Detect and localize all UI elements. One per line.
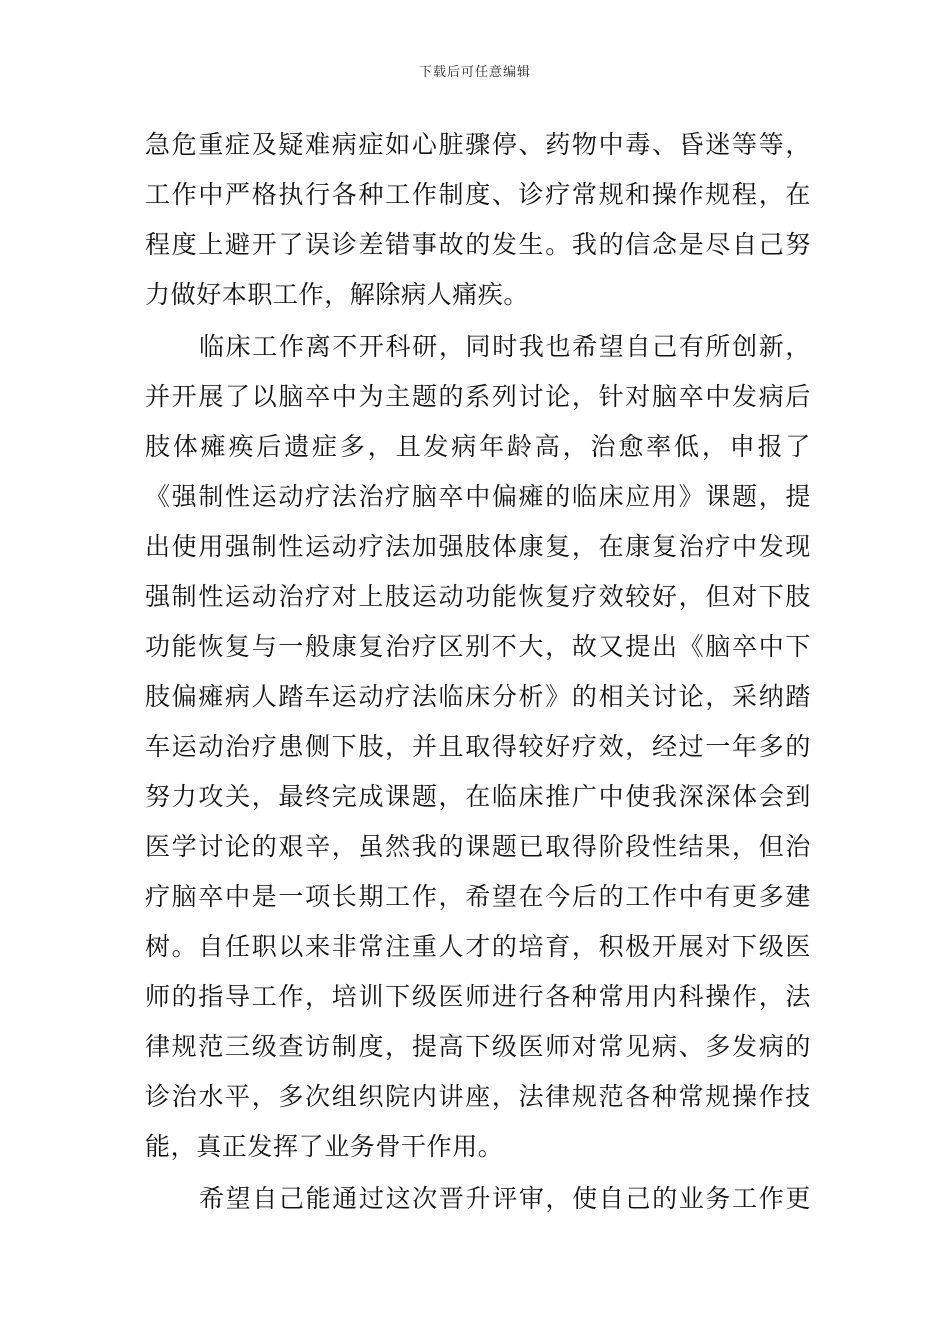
text-line: 律规范三级查访制度，提高下级医师对常见病、多发病的 (145, 1032, 811, 1061)
text-line: 努力攻关，最终完成课题，在临床推广中使我深深体会到 (145, 782, 811, 811)
paragraph (145, 120, 811, 320)
text-line: 工作中严格执行各种工作制度、诊疗常规和操作规程，在 (145, 180, 811, 209)
text-line: 并开展了以脑卒中为主题的系列讨论，针对脑卒中发病后 (145, 382, 811, 411)
document-body (145, 120, 811, 1224)
paragraph (145, 1174, 811, 1224)
text-line: 《强制性运动疗法治疗脑卒中偏瘫的临床应用》课题，提 (145, 482, 811, 511)
text-line: 功能恢复与一般康复治疗区别不大，故又提出《脑卒中下 (145, 632, 811, 661)
text-line: 树。自任职以来非常注重人才的培育，积极开展对下级医 (145, 932, 811, 961)
text-line: 能，真正发挥了业务骨干作用。 (145, 1132, 504, 1161)
text-line: 力做好本职工作，解除病人痛疾。 (145, 280, 530, 309)
text-line: 肢体瘫痪后遗症多，且发病年龄高，治愈率低，申报了 (145, 432, 811, 461)
text-line: 肢偏瘫病人踏车运动疗法临床分析》的相关讨论，采纳踏 (145, 682, 811, 711)
text-line: 程度上避开了误诊差错事故的发生。我的信念是尽自己努 (145, 230, 811, 259)
text-line: 出使用强制性运动疗法加强肢体康复，在康复治疗中发现 (145, 532, 811, 561)
paragraph (145, 322, 811, 1172)
text-line: 疗脑卒中是一项长期工作，希望在今后的工作中有更多建 (145, 882, 811, 911)
page-header: 下载后可任意编辑 (418, 65, 531, 80)
text-line: 急危重症及疑难病症如心脏骤停、药物中毒、昏迷等等， (145, 130, 811, 159)
text-line: 临床工作离不开科研，同时我也希望自己有所创新， (199, 332, 811, 361)
text-line: 医学讨论的艰辛，虽然我的课题已取得阶段性结果，但治 (145, 832, 811, 861)
text-line: 希望自己能通过这次晋升评审，使自己的业务工作更 (199, 1184, 811, 1213)
text-line: 车运动治疗患侧下肢，并且取得较好疗效，经过一年多的 (145, 732, 811, 761)
text-line: 师的指导工作，培训下级医师进行各种常用内科操作，法 (145, 982, 811, 1011)
text-line: 诊治水平，多次组织院内讲座，法律规范各种常规操作技 (145, 1082, 811, 1111)
text-line: 强制性运动治疗对上肢运动功能恢复疗效较好，但对下肢 (145, 582, 811, 611)
